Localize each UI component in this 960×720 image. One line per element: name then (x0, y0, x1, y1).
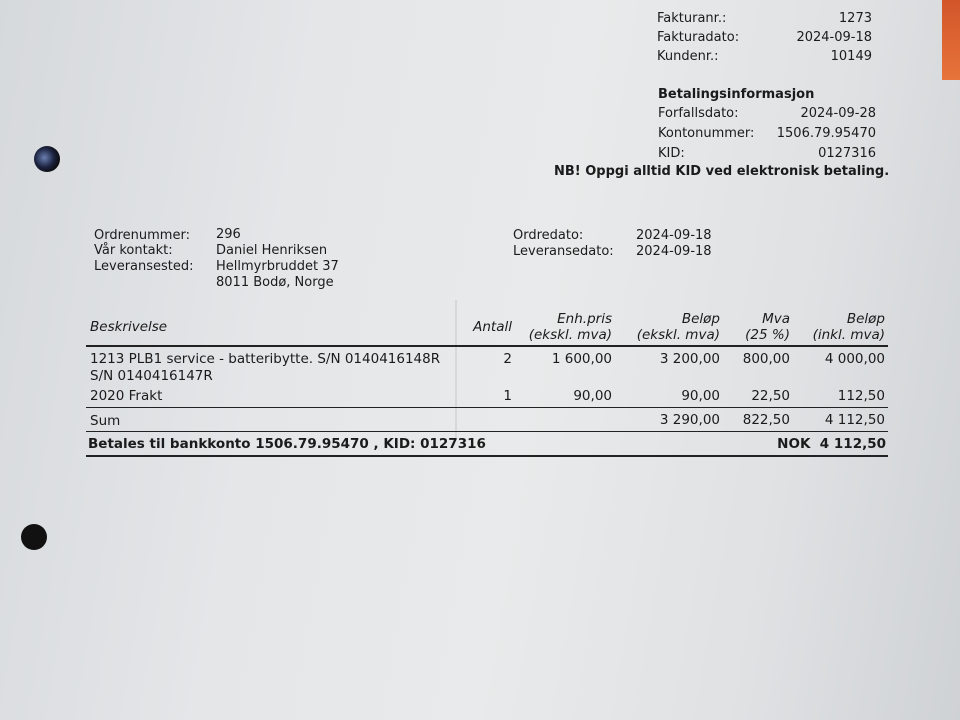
sum-divider (86, 407, 888, 408)
order-date: 2024-09-18 (636, 228, 712, 243)
due-date: 2024-09-28 (800, 106, 876, 121)
footer-bottom-divider (86, 455, 888, 457)
delivery-address-line-2: 8011 Bodø, Norge (216, 275, 334, 290)
row-quantity: 2 (503, 351, 512, 367)
row-unit-price: 1 600,00 (551, 351, 612, 367)
row-description: 1213 PLB1 service - batteribytte. S/N 0140416148R (90, 351, 441, 367)
delivery-date-label: Leveransedato: (513, 244, 614, 259)
header-unit-price-2: (ekskl. mva) (528, 327, 612, 343)
sum-amount-ex: 3 290,00 (659, 412, 720, 428)
row-quantity: 1 (503, 388, 512, 404)
footer-top-divider (86, 431, 888, 432)
row-amount-ex: 90,00 (681, 388, 720, 404)
order-no-label: Ordrenummer: (94, 228, 190, 243)
order-no: 296 (216, 227, 241, 242)
delivery-place-label: Leveransested: (94, 259, 194, 274)
payment-info-title: Betalingsinformasjon (658, 87, 815, 102)
sum-vat: 822,50 (742, 412, 790, 428)
order-date-label: Ordredato: (513, 228, 584, 243)
row-amount-ex: 3 200,00 (659, 351, 720, 367)
customer-no-label: Kundenr.: (657, 49, 719, 64)
row-vat: 22,50 (751, 388, 790, 404)
account-label: Kontonummer: (658, 126, 755, 141)
invoice-no: 1273 (838, 11, 872, 26)
header-amount-inc-1: Beløp (846, 311, 885, 327)
sum-label: Sum (90, 413, 121, 429)
invoice-date-label: Fakturadato: (657, 30, 740, 45)
header-description: Beskrivelse (90, 319, 168, 335)
kid-label: KID: (658, 146, 685, 161)
orange-corner-decoration (942, 0, 960, 80)
total-amount: NOK 4 112,50 (777, 436, 886, 452)
row-amount-inc: 4 000,00 (824, 351, 885, 367)
row-amount-inc: 112,50 (837, 388, 885, 404)
header-quantity: Antall (473, 319, 512, 335)
header-vat-1: Mva (762, 311, 790, 327)
sum-amount-inc: 4 112,50 (824, 412, 885, 428)
kid-number: 0127316 (818, 146, 876, 161)
row-description: 2020 Frakt (90, 388, 163, 404)
kid-notice: NB! Oppgi alltid KID ved elektronisk betaling. (554, 164, 890, 179)
header-vat-2: (25 %) (745, 327, 790, 343)
header-amount-ex-2: (ekskl. mva) (636, 327, 720, 343)
header-amount-ex-1: Beløp (681, 311, 720, 327)
row-vat: 800,00 (742, 351, 790, 367)
header-divider (86, 345, 888, 347)
row-unit-price: 90,00 (573, 388, 612, 404)
pay-instruction: Betales til bankkonto 1506.79.95470 , KID: 0127316 (88, 436, 486, 452)
row-description-2: S/N 0140416147R (90, 368, 213, 384)
contact-name: Daniel Henriksen (216, 243, 328, 258)
invoice-no-label: Fakturanr.: (657, 11, 727, 26)
delivery-date: 2024-09-18 (636, 244, 712, 259)
header-amount-inc-2: (inkl. mva) (812, 327, 885, 343)
delivery-address-line-1: Hellmyrbruddet 37 (216, 259, 339, 274)
header-unit-price-1: Enh.pris (557, 311, 612, 327)
contact-label: Vår kontakt: (94, 243, 173, 258)
punch-hole-bottom (21, 524, 47, 550)
due-date-label: Forfallsdato: (658, 106, 739, 121)
punch-hole-top (34, 146, 60, 172)
invoice-date: 2024-09-18 (796, 30, 872, 45)
customer-no: 10149 (830, 49, 872, 64)
account-number: 1506.79.95470 (776, 126, 876, 141)
